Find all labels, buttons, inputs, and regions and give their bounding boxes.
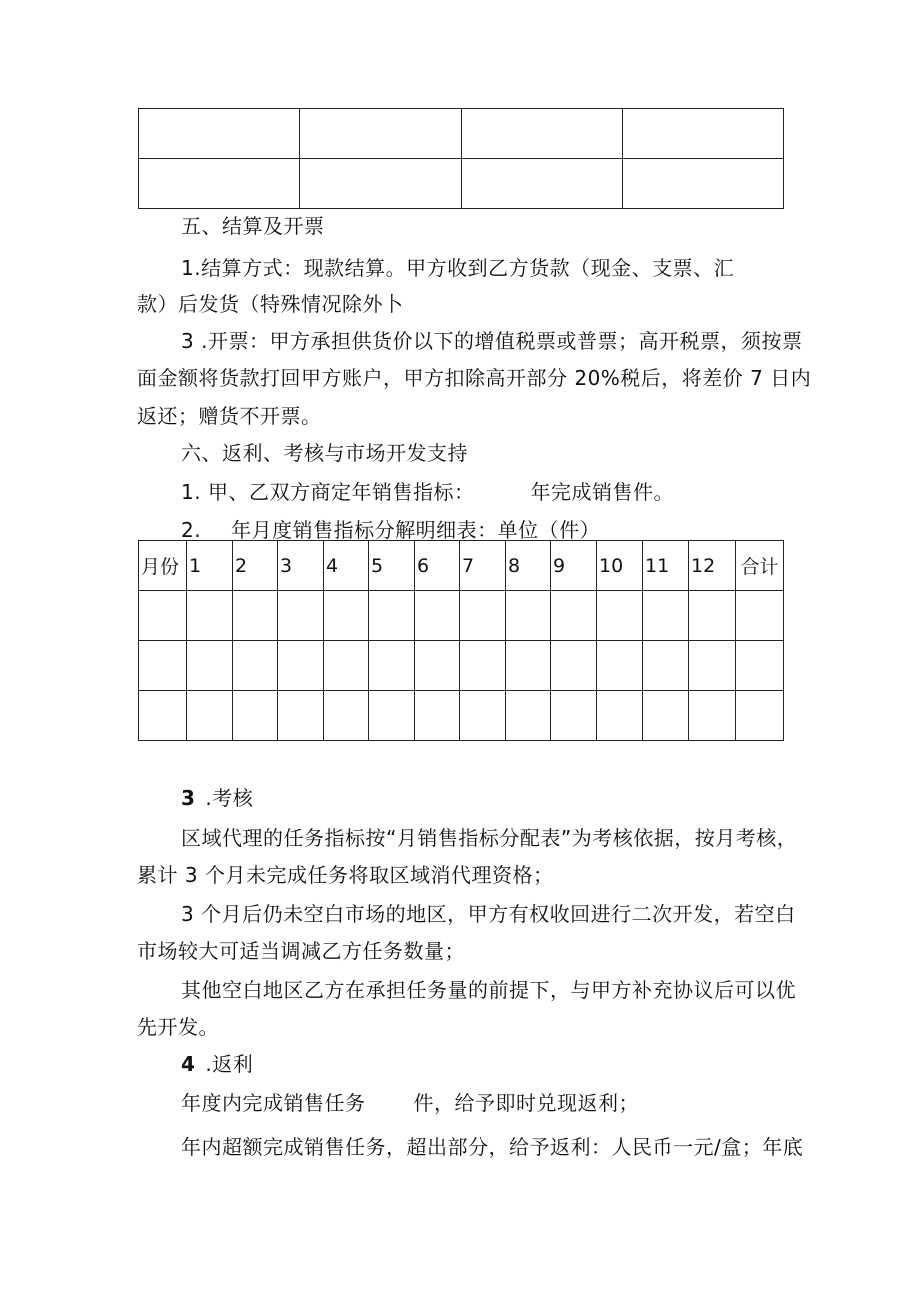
table-cell	[300, 109, 461, 159]
table-cell	[461, 159, 622, 209]
assessment-p1-line2: 累计 3 个月未完成任务将取区域消代理资格；	[137, 863, 554, 887]
column-header: 1	[187, 541, 233, 591]
section6-heading: 六、返利、考核与市场开发支持	[181, 441, 468, 465]
column-header: 6	[415, 541, 460, 591]
invoice-line2: 面金额将货款打回甲方账户，甲方扣除高开部分 20%税后，将差价 7 日内	[137, 366, 812, 390]
assessment-title: .考核	[205, 786, 254, 810]
column-header: 12	[689, 541, 736, 591]
table-row	[139, 159, 784, 209]
table-row	[139, 109, 784, 159]
column-header-month: 月份	[139, 541, 187, 591]
column-header: 4	[324, 541, 369, 591]
rebate-title: .返利	[205, 1052, 254, 1076]
assessment-p2-line2: 市场较大可适当调减乙方任务数量；	[137, 939, 465, 963]
annual-target-prefix: 1. 甲、乙双方商定年销售指标：	[181, 480, 475, 504]
column-header: 7	[460, 541, 506, 591]
settlement-method-line2: 款）后发货（特殊情况除外卜	[137, 292, 404, 316]
column-header: 9	[551, 541, 597, 591]
rebate-line1	[181, 1087, 639, 1116]
column-header: 8	[506, 541, 551, 591]
table-cell	[300, 159, 461, 209]
monthly-breakdown-title: 年月度销售指标分解明细表：单位（件）	[231, 518, 601, 542]
column-header: 2	[233, 541, 278, 591]
invoice-line1: 3 .开票：甲方承担供货价以下的增值税票或普票；高开税票，须按票	[181, 329, 803, 353]
settlement-method-line1: 1.结算方式：现款结算。甲方收到乙方货款（现金、支票、汇	[181, 256, 735, 280]
table-row	[139, 691, 784, 741]
table-row	[139, 641, 784, 691]
monthly-sales-table	[138, 540, 784, 741]
column-header: 5	[369, 541, 415, 591]
column-header-total: 合计	[736, 541, 784, 591]
table-cell	[139, 159, 300, 209]
table-row	[139, 591, 784, 641]
assessment-heading	[181, 782, 253, 811]
assessment-p2-line1: 3 个月后仍未空白市场的地区，甲方有权收回进行二次开发，若空白	[181, 902, 796, 926]
table-cell	[139, 109, 300, 159]
invoice-line3: 返还；赠货不开票。	[137, 404, 322, 428]
annual-target-line	[181, 476, 674, 505]
rebate-heading	[181, 1048, 253, 1077]
rebate-line1-prefix: 年度内完成销售任务	[181, 1091, 366, 1115]
rebate-line1-suffix: 件，给予即时兑现返利；	[413, 1091, 639, 1115]
monthly-breakdown-line	[181, 514, 600, 543]
table-cell	[622, 159, 783, 209]
table-header-row	[139, 541, 784, 591]
assessment-number: 3	[181, 786, 196, 810]
assessment-p3-line1: 其他空白地区乙方在承担任务量的前提下，与甲方补充协议后可以优	[181, 978, 796, 1002]
column-header: 3	[278, 541, 324, 591]
table-cell	[461, 109, 622, 159]
rebate-line2: 年内超额完成销售任务，超出部分，给予返利：人民币一元/盒；年底	[181, 1135, 804, 1159]
monthly-breakdown-number: 2.	[181, 518, 202, 542]
section5-heading: 五、结算及开票	[181, 214, 325, 238]
assessment-p1-line1: 区域代理的任务指标按“月销售指标分配表”为考核依据，按月考核，	[181, 826, 798, 850]
column-header: 11	[643, 541, 689, 591]
annual-target-suffix: 年完成销售件。	[530, 480, 674, 504]
assessment-p3-line2: 先开发。	[137, 1015, 219, 1039]
rebate-number: 4	[181, 1052, 196, 1076]
column-header: 10	[597, 541, 643, 591]
table-cell	[622, 109, 783, 159]
top-empty-table	[138, 108, 784, 209]
